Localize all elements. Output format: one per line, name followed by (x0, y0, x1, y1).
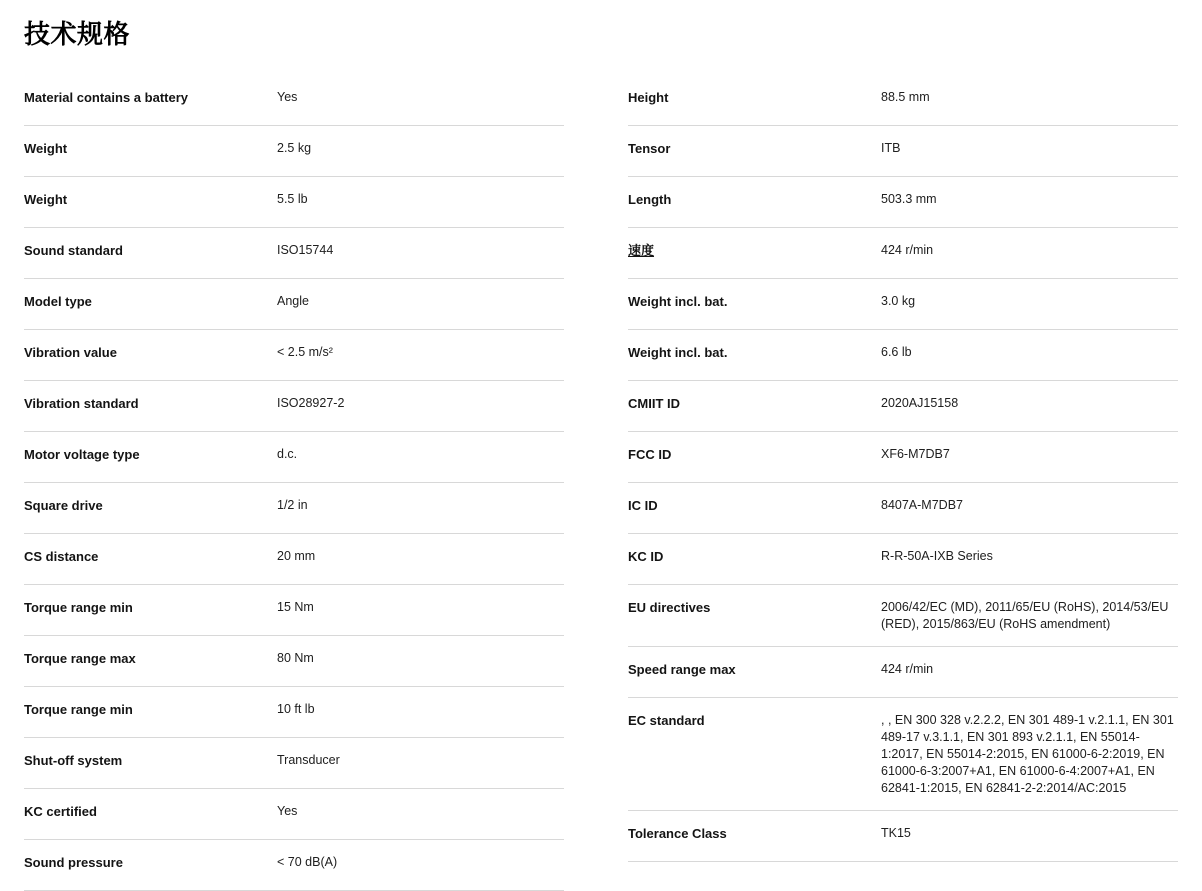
spec-value: 3.0 kg (881, 294, 916, 308)
spec-value: Yes (277, 804, 298, 818)
spec-label: Shut-off system (24, 753, 123, 768)
spec-value: < 2.5 m/s² (277, 345, 333, 359)
spec-label: Torque range max (24, 651, 136, 666)
spec-row (24, 279, 564, 330)
spec-value: 88.5 mm (881, 90, 930, 104)
spec-label: Sound pressure (24, 855, 123, 870)
spec-label: Weight (24, 141, 68, 156)
spec-row (24, 381, 564, 432)
spec-value: ISO15744 (277, 243, 334, 257)
spec-value: 10 ft lb (277, 702, 315, 716)
spec-row (24, 432, 564, 483)
spec-label: CMIIT ID (628, 396, 680, 411)
spec-value: 8407A-M7DB7 (881, 498, 963, 512)
spec-value: Yes (277, 90, 298, 104)
spec-label: Vibration standard (24, 396, 139, 411)
spec-row (24, 228, 564, 279)
spec-row (24, 738, 564, 789)
spec-value: < 70 dB(A) (277, 855, 338, 869)
spec-label: Model type (24, 294, 92, 309)
spec-label: Vibration value (24, 345, 117, 360)
spec-label: Material contains a battery (24, 90, 188, 105)
spec-value: 2006/42/EC (MD), 2011/65/EU (RoHS), 2014/53/EU (RED), 2015/863/EU (RoHS amendment) (881, 600, 1169, 631)
spec-row (628, 330, 1178, 381)
spec-row (628, 647, 1178, 698)
spec-value: 2020AJ15158 (881, 396, 959, 410)
spec-label: Height (628, 90, 669, 105)
spec-value: d.c. (277, 447, 298, 461)
spec-value: TK15 (881, 826, 911, 840)
spec-columns (24, 75, 1178, 891)
spec-row (24, 330, 564, 381)
spec-row (628, 585, 1178, 647)
spec-label: KC certified (24, 804, 97, 819)
spec-label: EU directives (628, 600, 711, 615)
spec-value: ITB (881, 141, 901, 155)
spec-label: Torque range min (24, 600, 133, 615)
spec-value: R-R-50A-IXB Series (881, 549, 993, 563)
spec-value: 1/2 in (277, 498, 308, 512)
spec-value: Transducer (277, 753, 340, 767)
spec-row (24, 840, 564, 891)
spec-value: 424 r/min (881, 662, 934, 676)
spec-row (24, 687, 564, 738)
spec-label: Weight incl. bat. (628, 294, 728, 309)
spec-row (628, 75, 1178, 126)
spec-label: Tolerance Class (628, 826, 727, 841)
spec-row (24, 789, 564, 840)
spec-row (628, 381, 1178, 432)
spec-row (24, 585, 564, 636)
spec-value: Angle (277, 294, 309, 308)
spec-label: Speed range max (628, 662, 736, 677)
spec-row (24, 534, 564, 585)
spec-row (628, 698, 1178, 811)
spec-value: ISO28927-2 (277, 396, 345, 410)
spec-column-left (24, 75, 601, 891)
spec-label: Square drive (24, 498, 103, 513)
spec-row (628, 177, 1178, 228)
spec-row (24, 75, 564, 126)
spec-value: XF6-M7DB7 (881, 447, 950, 461)
spec-row (24, 126, 564, 177)
spec-label: Weight incl. bat. (628, 345, 728, 360)
spec-row (628, 432, 1178, 483)
spec-row (628, 279, 1178, 330)
spec-row (628, 228, 1178, 279)
spec-column-right (601, 75, 1178, 862)
spec-value: 20 mm (277, 549, 316, 563)
spec-label: EC standard (628, 713, 705, 728)
spec-row (628, 126, 1178, 177)
spec-value: 503.3 mm (881, 192, 937, 206)
spec-label: CS distance (24, 549, 99, 564)
spec-row (628, 811, 1178, 862)
spec-value: 80 Nm (277, 651, 314, 665)
spec-page (0, 14, 1202, 891)
spec-value: 424 r/min (881, 243, 934, 257)
spec-row (24, 636, 564, 687)
spec-label: Torque range min (24, 702, 133, 717)
spec-label: Length (628, 192, 672, 207)
spec-label: IC ID (628, 498, 658, 513)
spec-label: Tensor (628, 141, 671, 156)
page-title: 技术规格 (24, 19, 131, 49)
spec-row (24, 483, 564, 534)
spec-value: , , EN 300 328 v.2.2.2, EN 301 489-1 v.2.1.1, EN 301 489-17 v.3.1.1, EN 301 893 v.2.1.1, EN 55014-1:2017, EN 55014-2:2015, EN 61000-6-2:2019, EN 61000-6-3:2007+A1, EN 61000-6-4:2007+A1, EN 62841-1:2015, EN 62841-2-2:2014/AC:2015 (881, 713, 1174, 795)
spec-label: Weight (24, 192, 68, 207)
spec-value: 6.6 lb (881, 345, 912, 359)
spec-label: Sound standard (24, 243, 123, 258)
spec-label: KC ID (628, 549, 664, 564)
spec-value: 5.5 lb (277, 192, 308, 206)
spec-row (628, 534, 1178, 585)
spec-row (24, 177, 564, 228)
spec-value: 2.5 kg (277, 141, 312, 155)
spec-label: 速度 (628, 243, 655, 258)
spec-label: FCC ID (628, 447, 672, 462)
spec-row (628, 483, 1178, 534)
spec-label: Motor voltage type (24, 447, 140, 462)
spec-value: 15 Nm (277, 600, 314, 614)
